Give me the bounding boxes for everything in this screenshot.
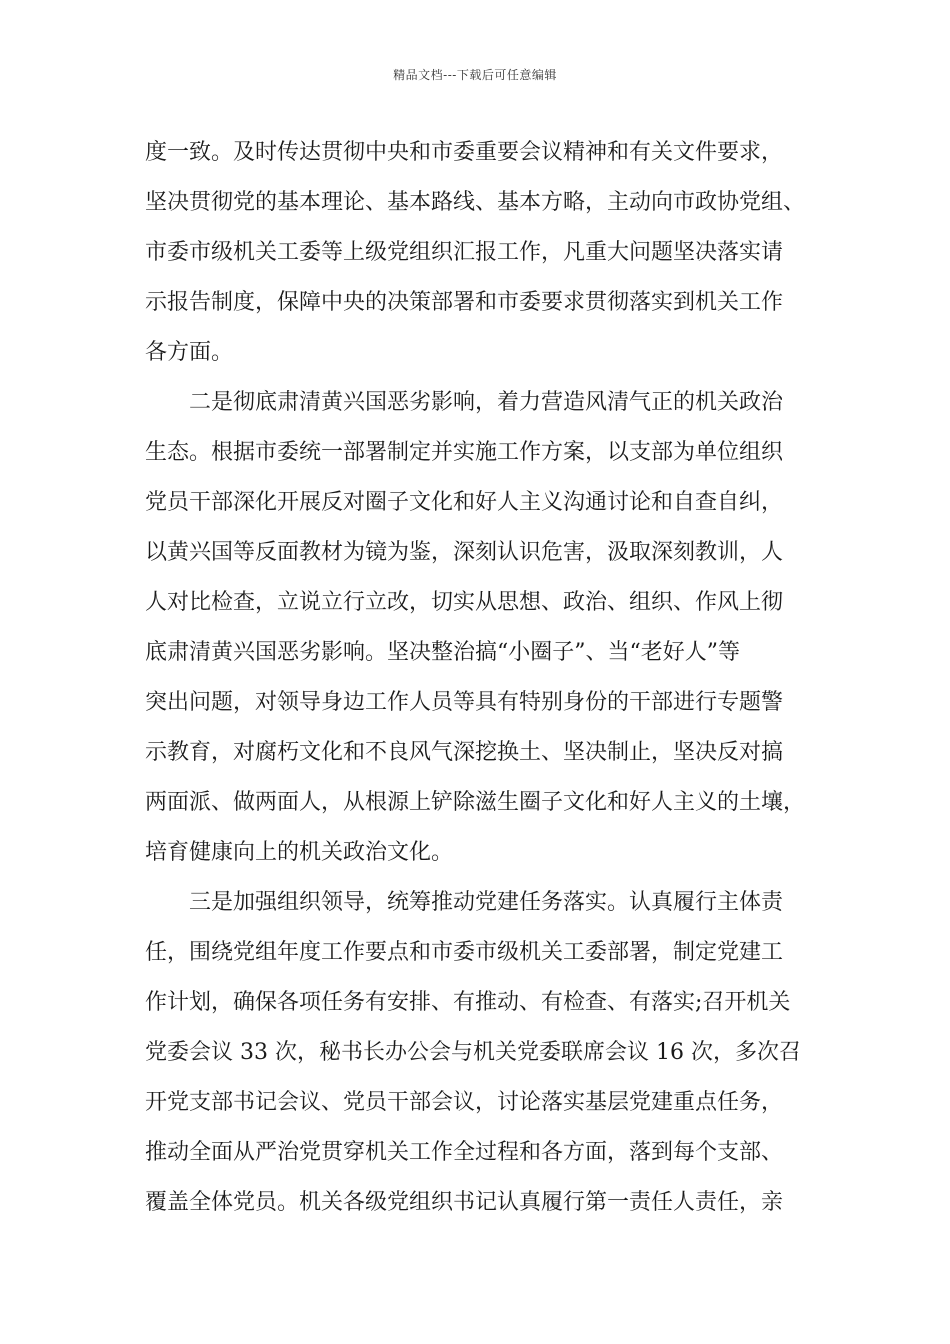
text-line: 培育健康向上的机关政治文化。 xyxy=(145,840,454,865)
text-line: 示报告制度，保障中央的决策部署和市委要求贯彻落实到机关工作 xyxy=(145,290,784,315)
text-line: 任，围绕党组年度工作要点和市委市级机关工委部署，制定党建工 xyxy=(145,940,784,965)
text-line: 作计划，确保各项任务有安排、有推动、有检查、有落实;召开机关 xyxy=(145,990,791,1015)
text-line: 党委会议 33 次，秘书长办公会与机关党委联席会议 16 次，多次召 xyxy=(145,1040,801,1065)
text-line: 二是彻底肃清黄兴国恶劣影响，着力营造风清气正的机关政治 xyxy=(145,390,784,415)
text-line: 生态。根据市委统一部署制定并实施工作方案，以支部为单位组织 xyxy=(145,440,784,465)
text-line: 开党支部书记会议、党员干部会议，讨论落实基层党建重点任务， xyxy=(145,1090,784,1115)
text-line: 市委市级机关工委等上级党组织汇报工作，凡重大问题坚决落实请 xyxy=(145,240,784,265)
text-line: 覆盖全体党员。机关各级党组织书记认真履行第一责任人责任，亲 xyxy=(145,1190,784,1215)
text-line: 党员干部深化开展反对圈子文化和好人主义沟通讨论和自查自纠， xyxy=(145,490,784,515)
document-body xyxy=(145,128,810,1228)
text-line: 以黄兴国等反面教材为镜为鉴，深刻认识危害，汲取深刻教训，人 xyxy=(145,540,784,565)
text-line: 突出问题，对领导身边工作人员等具有特别身份的干部进行专题警 xyxy=(145,690,784,715)
text-line: 推动全面从严治党贯穿机关工作全过程和各方面，落到每个支部、 xyxy=(145,1140,784,1165)
text-line: 底肃清黄兴国恶劣影响。坚决整治搞“小圈子”、当“老好人”等 xyxy=(145,640,740,665)
page-header: 精品文档---下载后可任意编辑 xyxy=(393,68,557,82)
text-line: 示教育，对腐朽文化和不良风气深挖换土、坚决制止，坚决反对搞 xyxy=(145,740,784,765)
text-line: 度一致。及时传达贯彻中央和市委重要会议精神和有关文件要求， xyxy=(145,140,784,165)
text-line: 两面派、做两面人，从根源上铲除滋生圈子文化和好人主义的土壤， xyxy=(145,790,806,815)
text-line: 各方面。 xyxy=(145,340,234,365)
text-line: 三是加强组织领导，统筹推动党建任务落实。认真履行主体责 xyxy=(145,890,784,915)
text-line: 人对比检查，立说立行立改，切实从思想、政治、组织、作风上彻 xyxy=(145,590,784,615)
text-line: 坚决贯彻党的基本理论、基本路线、基本方略，主动向市政协党组、 xyxy=(145,190,806,215)
